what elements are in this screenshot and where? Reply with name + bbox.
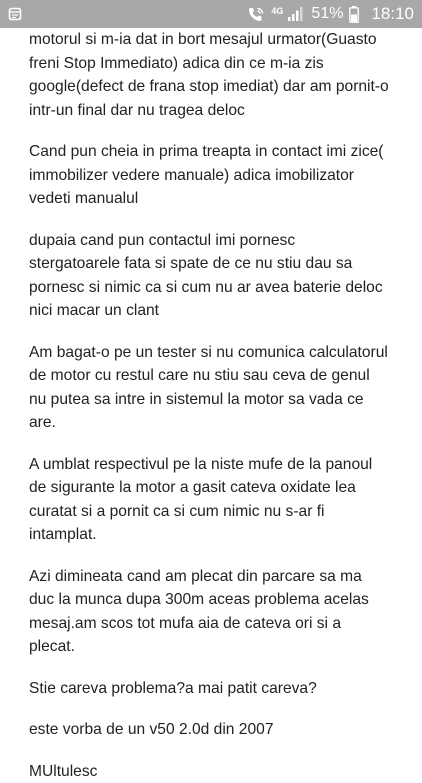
status-bar-right xyxy=(247,4,414,24)
post-paragraph: Cand pun cheia in prima treapta in contact imi zice( immobilizer vedere manuale) adica imobilizator vedeti manualul xyxy=(29,140,390,211)
post-paragraph: este vorba de un v50 2.0d din 2007 xyxy=(29,718,390,742)
post-paragraph: dupaia cand pun contactul imi pornesc stergatoarele fata si spate de ce nu stiu dau sa pornesc si nimic ca si cum nu ar avea baterie deloc nici macar un clant xyxy=(29,229,390,323)
battery-percent: 51% xyxy=(311,5,343,23)
status-bar xyxy=(0,0,422,28)
post-paragraph: motorul si m-ia dat in bort mesajul urmator(Guasto freni Stop Immediato) adica din ce m-ia zis google(defect de frana stop imediat) dar am pornit-o intr-un final dar nu tragea deloc xyxy=(29,28,390,122)
post-paragraph: MUltulesc xyxy=(29,760,390,783)
post-paragraph: Stie careva problema?a mai patit careva? xyxy=(29,677,390,701)
network-type-label: 4G xyxy=(271,7,283,16)
post-paragraph: Am bagat-o pe un tester si nu comunica calculatorul de motor cu restul care nu stiu sau ceva de genul nu putea sa intre in sistemul la motor sa vada ce are. xyxy=(29,341,390,435)
post-paragraph: Azi dimineata cand am plecat din parcare sa ma duc la munca dupa 300m aceas problema acelas mesaj.am scos tot mufa aia de cateva ori si a plecat. xyxy=(29,565,390,659)
battery-icon xyxy=(349,6,359,23)
notification-icon xyxy=(8,7,22,21)
signal-bars-icon xyxy=(287,6,303,22)
wifi-calling-icon xyxy=(247,6,265,22)
post-body xyxy=(0,28,422,750)
post-paragraph: A umblat respectivul pe la niste mufe de la panoul de sigurante la motor a gasit cateva oxidate lea curatat si a pornit ca si cum nimic nu s-ar fi intamplat. xyxy=(29,453,390,547)
status-bar-left xyxy=(8,7,247,21)
clock: 18:10 xyxy=(371,4,414,24)
